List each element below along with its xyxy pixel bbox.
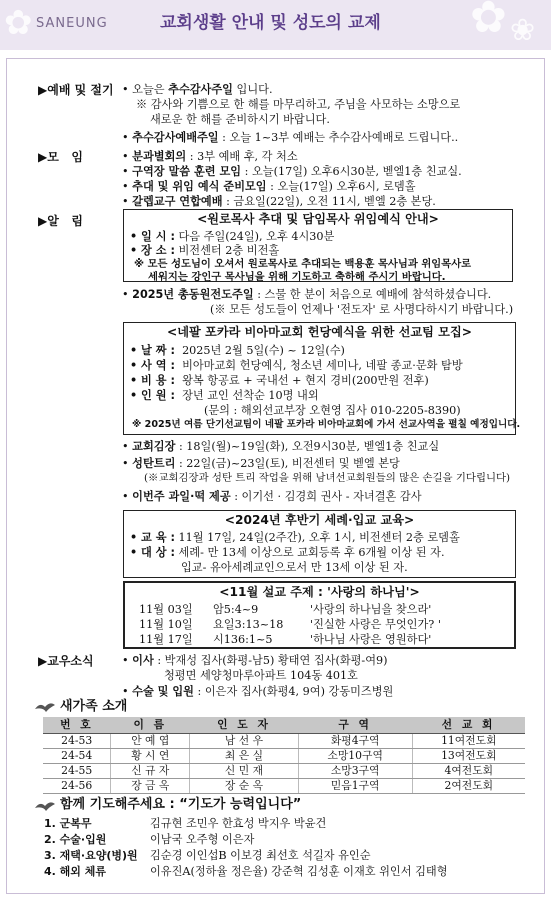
- column-header: 번 호: [43, 717, 111, 733]
- table-cell: 4여전도회: [412, 763, 525, 778]
- new-family-title: 새가족 소개: [60, 699, 128, 714]
- table-header-row: [43, 717, 525, 733]
- mission-row: • 날 짜 : 2025년 2월 5일(수) ~ 12일(수): [130, 344, 345, 357]
- table-row: [43, 733, 525, 748]
- section-label-members-news: ▶교우소식: [38, 654, 94, 668]
- worship-note-1: ※ 감사와 기쁨으로 한 해를 마무리하고, 주님을 사모하는 소망으로: [136, 98, 461, 111]
- christmas-tree: • 성탄트리 : 22일(금)~23일(토), 비전센터 및 벧엘 본당: [122, 457, 400, 470]
- table-cell: 남 선 우: [190, 733, 299, 748]
- kimchi-event: • 교회김장 : 18일(월)~19일(화), 오전9시30분, 벧엘1층 친교실: [122, 440, 440, 453]
- new-family-table: [43, 717, 525, 794]
- table-cell: 장 금 옥: [111, 778, 190, 793]
- table-cell: 황 시 연: [111, 748, 190, 763]
- box-title: <11월 설교 주제 : '사랑의 하나님'>: [219, 585, 420, 599]
- mission-row: • 비 용 : 왕복 항공료 + 국내선 + 현지 경비(200만원 전후): [130, 374, 429, 387]
- brand-logo-text: SANEUNG: [36, 16, 108, 31]
- table-cell: 2여전도회: [412, 778, 525, 793]
- table-cell: 24-54: [43, 748, 111, 763]
- column-header: 선 교 회: [412, 717, 525, 733]
- table-cell: 화평4구역: [298, 733, 412, 748]
- sermon-theme-box: [123, 581, 516, 649]
- worship-note-2: 새로운 한 해를 준비하시기 바랍니다.: [150, 113, 330, 126]
- prayer-label: 4. 해외 체류: [44, 865, 106, 878]
- moving-news-address: 청평면 세양청마루아파트 104동 401호: [164, 669, 358, 682]
- flower-decoration-icon: ✿: [4, 3, 33, 43]
- ceremony-date: • 일 시 : 다음 주일(24일), 오후 4시30분: [130, 230, 335, 243]
- sermon-date: 11월 10일: [139, 618, 193, 631]
- ceremony-note-2: 세워지는 강인구 목사님을 위해 기도하고 축하해 주시기 바랍니다.: [148, 271, 446, 283]
- section-label-notice: ▶알 림: [38, 214, 83, 228]
- table-row: [43, 778, 525, 793]
- mission-note: ※ 2025년 여름 단기선교팀이 네팔 포카라 비아마교회에 가서 선교사역을 펼칠 예정입니다.: [132, 419, 521, 430]
- section-label-meeting: ▶모 임: [38, 150, 83, 164]
- table-cell: 24-53: [43, 733, 111, 748]
- flower-decoration-icon: ❀: [510, 13, 536, 48]
- prayer-label: 2. 수술·입원: [44, 833, 107, 846]
- column-header: 이 름: [111, 717, 190, 733]
- education-target: • 대 상 : 세례- 만 13세 이상으로 교회등록 후 6개월 이상 된 자.: [130, 546, 445, 559]
- table-cell: 소망3구역: [298, 763, 412, 778]
- table-cell: 최 은 실: [190, 748, 299, 763]
- table-cell: 24-55: [43, 763, 111, 778]
- sermon-title: '진실한 사랑은 무엇인가? ': [310, 618, 441, 631]
- flower-decoration-icon: ✿: [470, 0, 507, 43]
- meeting-item: • 분과별회의 : 3부 예배 후, 각 처소: [122, 150, 298, 163]
- prayer-names: 이유진A(정하율 정은율) 강준혁 김성훈 이재호 위인서 김태형: [150, 865, 448, 878]
- christmas-tree-note: (※교회김장과 성탄 트리 작업을 위해 남녀선교회원들의 많은 손길을 기다립니다): [144, 472, 511, 484]
- prayer-title: 함께 기도해주세요 : “기도가 능력입니다”: [60, 797, 302, 812]
- meeting-item: • 추대 및 위임 예식 준비모임 : 오늘(17일) 오후6시, 로뎀홀: [122, 180, 416, 193]
- installation-ceremony-box: [123, 209, 513, 282]
- table-cell: 13여전도회: [412, 748, 525, 763]
- evangelism-note: (※ 모든 성도들이 언제나 '전도자' 로 사명다하시기 바랍니다.): [210, 303, 514, 316]
- box-title: <원로목사 추대 및 담임목사 위임예식 안내>: [197, 212, 439, 226]
- column-header: 구 역: [298, 717, 412, 733]
- sermon-date: 11월 17일: [139, 633, 193, 646]
- section-label-worship: ▶예배 및 절기: [38, 83, 114, 97]
- education-schedule: • 교 육 : 11월 17일, 24일(2주간), 오후 1시, 비전센터 2층 로뎀홀: [130, 531, 460, 544]
- bird-icon: [34, 799, 56, 818]
- table-row: [43, 748, 525, 763]
- mission-row: • 사 역 : 비아마교회 헌당예식, 청소년 세미나, 네팔 종교·문화 탐방: [130, 359, 463, 372]
- page-header: [0, 0, 551, 50]
- ceremony-note-1: ※ 모든 성도님이 오셔서 원로목사로 추대되는 백용훈 목사님과 위임목사로: [134, 258, 472, 270]
- box-title: <네팔 포카라 비아마교회 헌당예식을 위한 선교팀 모집>: [167, 325, 472, 339]
- table-cell: 소망10구역: [298, 748, 412, 763]
- box-title: <2024년 후반기 세례·입교 교육>: [224, 513, 415, 527]
- sermon-title: '하나님 사랑은 영원하다': [310, 633, 432, 646]
- baptism-education-box: [123, 510, 516, 578]
- sermon-title: '사랑의 하나님을 찾으라': [310, 603, 432, 616]
- bird-icon: [34, 700, 56, 719]
- table-cell: 장 순 옥: [190, 778, 299, 793]
- prayer-names: 김규현 조민우 한효성 박지우 박윤건: [150, 817, 327, 830]
- worship-today: • 오늘은 추수감사주일 입니다.: [122, 83, 273, 96]
- table-cell: 신 민 재: [190, 763, 299, 778]
- prayer-label: 3. 재택·요양(병)원: [44, 849, 138, 862]
- meeting-item: • 갈렙교구 연합예배 : 금요일(22일), 오전 11시, 벧엘 2층 본당.: [122, 195, 436, 208]
- table-cell: 24-56: [43, 778, 111, 793]
- sermon-text: 암5:4~9: [213, 603, 259, 616]
- prayer-names: 이남국 오주형 이은자: [150, 833, 255, 846]
- table-cell: 안 예 엽: [111, 733, 190, 748]
- sermon-date: 11월 03일: [139, 603, 193, 616]
- table-row: [43, 763, 525, 778]
- hospital-news: • 수술 및 입원 : 이은자 집사(화평4, 9여) 강동미즈병원: [122, 685, 394, 698]
- fruit-rice-cake: • 이번주 과일·떡 제공 : 이기선 · 김경희 권사 - 자녀결혼 감사: [122, 490, 422, 503]
- moving-news: • 이사 : 박재성 집사(화평-남5) 황태연 집사(화평-여9): [122, 654, 388, 667]
- prayer-label: 1. 군복무: [44, 817, 92, 830]
- mission-row: • 인 원 : 장년 교인 선착순 10명 내외: [130, 389, 319, 402]
- meeting-item: • 구역장 말씀 훈련 모임 : 오늘(17일) 오후6시30분, 벧엘1층 친교실.: [122, 165, 462, 178]
- prayer-names: 김순경 이인섭B 이보경 최선호 석길자 유인순: [150, 849, 371, 862]
- ceremony-place: • 장 소 : 비전센터 2층 비전홀: [130, 244, 280, 257]
- page-title: 교회생활 안내 및 성도의 교제: [160, 13, 381, 33]
- mission-team-box: [123, 322, 521, 435]
- column-header: 인 도 자: [190, 717, 299, 733]
- evangelism-sunday: • 2025년 총동원전도주일 : 스물 한 분이 처음으로 예배에 참석하셨습니다.: [122, 288, 492, 301]
- sermon-text: 요일3:13~18: [213, 618, 284, 631]
- education-target-2: 입교- 유아세례교인으로서 만 13세 이상 된 자.: [181, 561, 408, 574]
- sermon-text: 시136:1~5: [213, 633, 273, 646]
- table-cell: 신 규 자: [111, 763, 190, 778]
- mission-contact: (문의 : 해외선교부장 오현영 집사 010-2205-8390): [204, 404, 461, 417]
- table-cell: 11여전도회: [412, 733, 525, 748]
- worship-thanksgiving: • 추수감사예배주일 : 오늘 1~3부 예배는 추수감사예배로 드립니다..: [122, 131, 459, 144]
- table-cell: 믿음1구역: [298, 778, 412, 793]
